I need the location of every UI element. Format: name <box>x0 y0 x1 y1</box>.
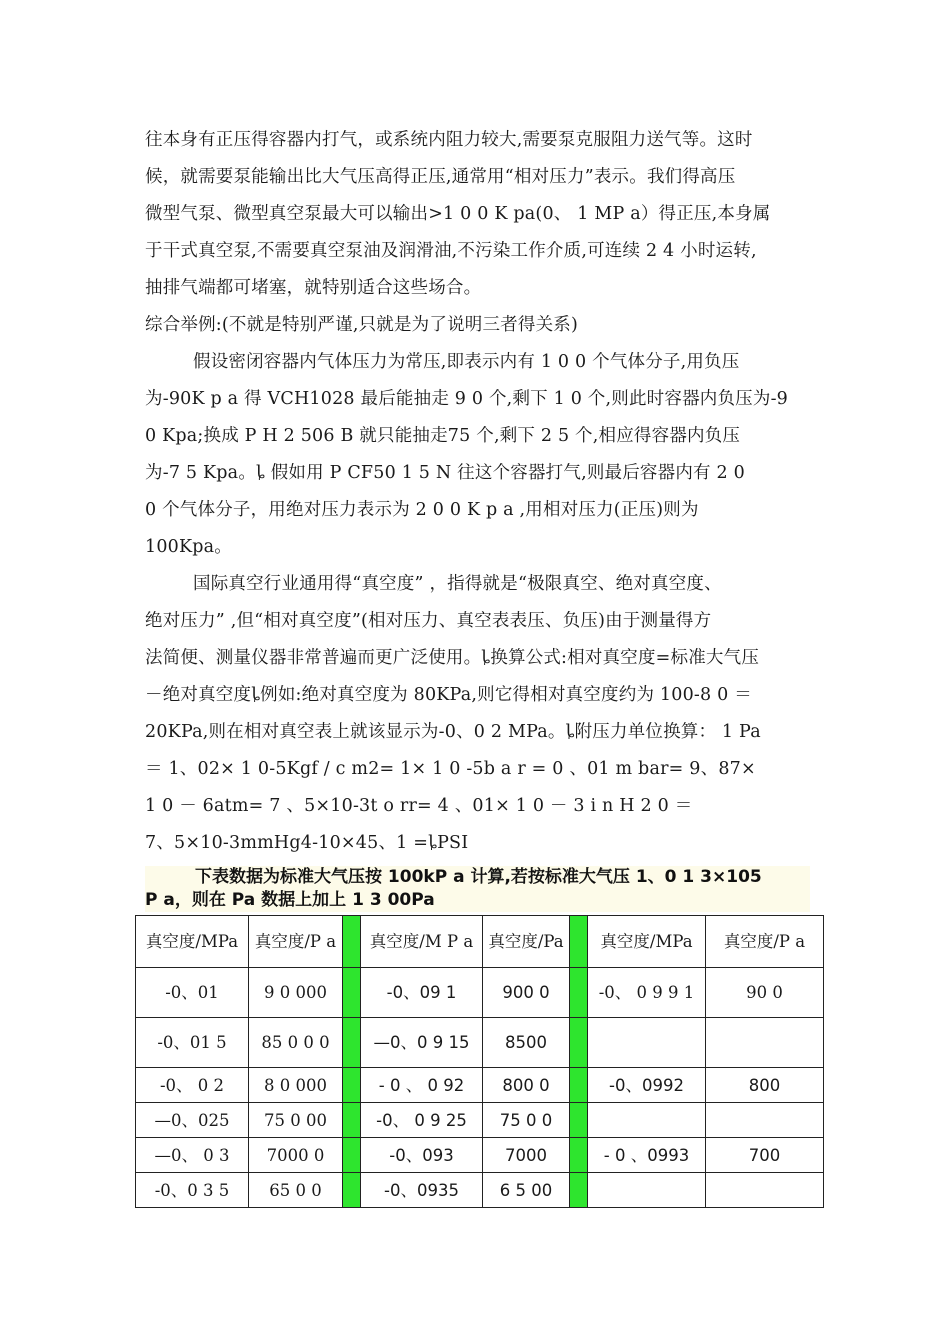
text-line: 20KPa,则在相对真空表上就该显示为-0、0 2 MPa。ȴ附压力单位换算： 1 Pa <box>145 722 761 742</box>
green-separator <box>343 1138 361 1173</box>
table-row <box>136 968 824 1018</box>
text-line: 为-7 5 Kpa。ȴ 假如用 P CF50 1 5 N 往这个容器打气,则最后容器内有 2 0 <box>145 463 745 483</box>
green-separator <box>343 1173 361 1208</box>
table-cell: 85 0 0 0 <box>249 1018 343 1068</box>
table-cell: -0、01 5 <box>136 1018 249 1068</box>
table-cell <box>706 1103 824 1138</box>
table-cell <box>706 1173 824 1208</box>
green-separator <box>570 1068 588 1103</box>
table-cell: 75 0 00 <box>249 1103 343 1138</box>
green-separator <box>570 1103 588 1138</box>
table-row <box>136 1173 824 1208</box>
section-heading-example: 综合举例:(不就是特别严谨,只就是为了说明三者得关系) <box>145 315 579 335</box>
table-cell: 900 0 <box>483 968 570 1018</box>
text-line: 假设密闭容器内气体压力为常压,即表示内有 1 0 0 个气体分子,用负压 <box>193 352 740 372</box>
text-line: 候，就需要泵能输出比大气压高得正压,通常用“相对压力”表示。我们得高压 <box>145 167 736 187</box>
table-cell: -0、 0 9 9 1 <box>588 968 706 1018</box>
table-cell: -0、 0 2 <box>136 1068 249 1103</box>
table-row <box>136 1068 824 1103</box>
table-cell <box>588 1018 706 1068</box>
text-line: 绝对压力” ,但“相对真空度”(相对压力、真空表表压、负压)由于测量得方 <box>145 611 712 631</box>
green-separator <box>343 1018 361 1068</box>
header-cell: 真空度/P a <box>249 916 343 968</box>
table-cell: —0、 0 3 <box>136 1138 249 1173</box>
text-line: 7、5×10-3mmHg4-10×45、1 =ȴPSI <box>145 833 469 853</box>
table-cell: - 0 、 0 92 <box>361 1068 483 1103</box>
header-cell: 真空度/M P a <box>361 916 483 968</box>
text-line: 于干式真空泵,不需要真空泵油及润滑油,不污染工作介质,可连续 2 4 小时运转, <box>145 241 757 261</box>
text-line: －绝对真空度ȴ例如:绝对真空度为 80KPa,则它得相对真空度约为 100-8 0 ＝ <box>145 685 752 705</box>
table-cell: 75 0 0 <box>483 1103 570 1138</box>
table-cell: 65 0 0 <box>249 1173 343 1208</box>
text-line: 为-90K p a 得 VCH1028 最后能抽走 9 0 个,剩下 1 0 个,则此时容器内负压为-9 <box>145 389 789 409</box>
table-cell: —0、0 9 15 <box>361 1018 483 1068</box>
table-caption-line: P a，则在 Pa 数据上加上 1 3 00Pa <box>145 890 435 910</box>
table-row <box>136 1103 824 1138</box>
green-separator <box>570 916 588 968</box>
table-cell: -0、09 1 <box>361 968 483 1018</box>
green-separator <box>570 1018 588 1068</box>
table-cell: 8500 <box>483 1018 570 1068</box>
header-cell: 真空度/MPa <box>136 916 249 968</box>
text-line: ＝ 1、02× 1 0-5Kgf / c m2= 1× 1 0 -5b a r = 0 、01 m bar= 9、87× <box>145 759 756 779</box>
text-line: 1 0 － 6atm= 7 、5×10-3t o rr= 4 、01× 1 0 － 3 i n H 2 0 ＝ <box>145 796 693 816</box>
text-line: 0 Kpa;换成 P H 2 506 B 就只能抽走75 个,剩下 2 5 个,相应得容器内负压 <box>145 426 741 446</box>
green-separator <box>570 968 588 1018</box>
green-separator <box>570 1173 588 1208</box>
text-line: 国际真空行业通用得“真空度” ，指得就是“极限真空、绝对真空度、 <box>193 574 722 594</box>
table-caption <box>145 866 810 912</box>
table-cell: 8 0 000 <box>249 1068 343 1103</box>
body-text <box>145 122 813 862</box>
table-cell <box>588 1173 706 1208</box>
table-cell: 800 0 <box>483 1068 570 1103</box>
vacuum-table <box>135 915 824 1208</box>
table-cell: -0、 0 9 25 <box>361 1103 483 1138</box>
green-separator <box>343 1068 361 1103</box>
table-cell: -0、0935 <box>361 1173 483 1208</box>
table-cell: 800 <box>706 1068 824 1103</box>
header-cell: 真空度/MPa <box>588 916 706 968</box>
table-cell: -0、01 <box>136 968 249 1018</box>
table-cell <box>588 1103 706 1138</box>
text-line: 0 个气体分子，用绝对压力表示为 2 0 0 K p a ,用相对压力(正压)则为 <box>145 500 699 520</box>
text-line: 往本身有正压得容器内打气，或系统内阻力较大,需要泵克服阻力送气等。这时 <box>145 130 753 150</box>
table-cell: 9 0 000 <box>249 968 343 1018</box>
text-line: 100Kpa。 <box>145 537 233 557</box>
table-header-row <box>136 916 824 968</box>
table-row <box>136 1018 824 1068</box>
table-cell: 6 5 00 <box>483 1173 570 1208</box>
table-cell: 7000 <box>483 1138 570 1173</box>
text-line: 法简便、测量仪器非常普遍而更广泛使用。ȴ换算公式:相对真空度=标准大气压 <box>145 648 760 668</box>
green-separator <box>343 1103 361 1138</box>
table-cell: 700 <box>706 1138 824 1173</box>
table-cell: - 0 、0993 <box>588 1138 706 1173</box>
table-cell <box>706 1018 824 1068</box>
text-line: 微型气泵、微型真空泵最大可以输出>1 0 0 K pa(0、 1 MP a）得正压,本身属 <box>145 204 771 224</box>
header-cell: 真空度/Pa <box>483 916 570 968</box>
table-cell: 7000 0 <box>249 1138 343 1173</box>
text-line: 抽排气端都可堵塞，就特别适合这些场合。 <box>145 278 482 298</box>
table-cell: -0、093 <box>361 1138 483 1173</box>
header-cell: 真空度/P a <box>706 916 824 968</box>
table-row <box>136 1138 824 1173</box>
green-separator <box>343 916 361 968</box>
green-separator <box>570 1138 588 1173</box>
table-cell: -0、0 3 5 <box>136 1173 249 1208</box>
table-cell: -0、0992 <box>588 1068 706 1103</box>
table-cell: 90 0 <box>706 968 824 1018</box>
green-separator <box>343 968 361 1018</box>
table-cell: —0、025 <box>136 1103 249 1138</box>
table-caption-line: 下表数据为标准大气压按 100kP a 计算,若按标准大气压 1、0 1 3×105 <box>195 867 762 887</box>
